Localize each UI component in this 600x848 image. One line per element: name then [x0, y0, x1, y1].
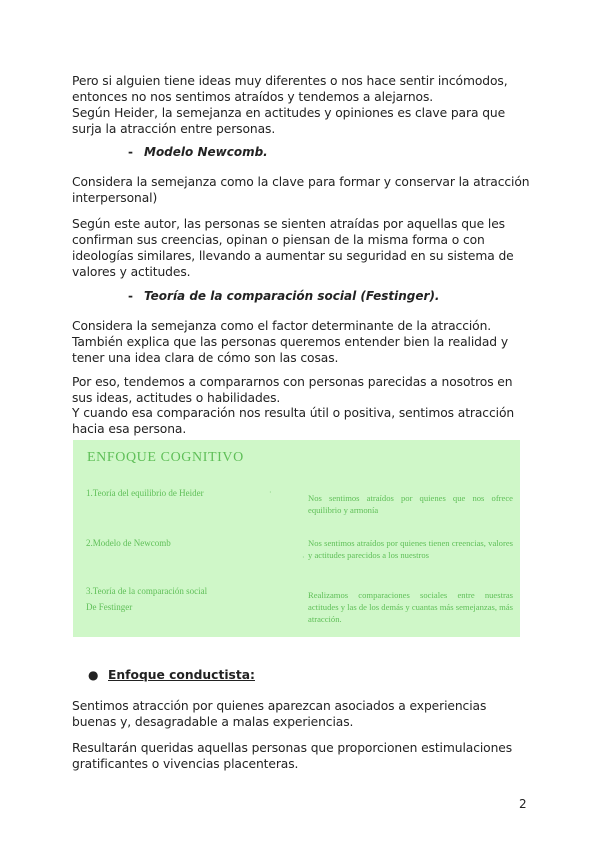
box-row-1-left: 1.Teoría del equilibrio de Heider [86, 488, 204, 498]
heading-newcomb-text: Modelo Newcomb. [144, 145, 268, 159]
paragraph-conductista-2: Resultarán queridas aquellas personas que proporcionen estimulaciones gratificantes o vivencias placenteras. [72, 741, 513, 771]
box-row-2-left: 2.Modelo de Newcomb [86, 538, 171, 548]
box-row-2-right: Nos sentimos atraídos por quienes tienen creencias, valores y actitudes parecidos a los nuestros [308, 538, 513, 560]
heading-festinger [128, 288, 440, 304]
box-title: ENFOQUE COGNITIVO [87, 450, 244, 465]
cognitive-approach-box [73, 440, 520, 637]
box-row-3-left: 3.Teoría de la comparación social [86, 586, 208, 596]
box-row-3-left-2: De Festinger [86, 602, 133, 612]
separator-dot: · [269, 488, 272, 497]
paragraph-newcomb-2: Según este autor, las personas se sienten atraídas por aquellas que les confirman sus creencias, opinan o piensan de la misma forma o con ideologías similares, llevando a aumentar su seguridad en su sistema de valores y actitudes. [72, 217, 514, 279]
bullet-label: Enfoque conductista: [108, 668, 255, 682]
paragraph-dissimilarity: Pero si alguien tiene ideas muy diferentes o nos hace sentir incómodos, entonces no nos sentimos atraídos y tendemos a alejarnos. [72, 74, 508, 104]
box-row-3-right: Realizamos comparaciones sociales entre nuestras actitudes y las de los demás y cuantas más semejanzas, más atracción. [308, 590, 513, 624]
separator-dot: · [302, 553, 305, 562]
heading-newcomb [128, 144, 268, 160]
bullet-icon: ● [88, 668, 99, 682]
paragraph-conductista-1: Sentimos atracción por quienes aparezcan asociados a experiencias buenas y, desagradable a malas experiencias. [72, 699, 487, 729]
page-number: 2 [519, 797, 527, 811]
box-row-1-right: Nos sentimos atraídos por quienes que nos ofrece equilibrio y armonía [308, 493, 513, 515]
paragraph-newcomb-1: Considera la semejanza como la clave para formar y conservar la atracción interpersonal) [72, 175, 530, 205]
paragraph-festinger-2: Por eso, tendemos a compararnos con personas parecidas a nosotros en sus ideas, actitudes o habilidades. [72, 375, 513, 405]
heading-festinger-text: Teoría de la comparación social (Festinger). [144, 289, 440, 303]
paragraph-festinger-3: Y cuando esa comparación nos resulta útil o positiva, sentimos atracción hacia esa persona. [72, 406, 515, 436]
heading-dash: - [128, 145, 133, 159]
paragraph-festinger-1: Considera la semejanza como el factor determinante de la atracción. También explica que las personas queremos entender bien la realidad y tener una idea clara de cómo son las cosas. [72, 319, 509, 365]
paragraph-heider: Según Heider, la semejanza en actitudes y opiniones es clave para que surja la atracción entre personas. [72, 106, 506, 136]
heading-dash: - [128, 289, 133, 303]
